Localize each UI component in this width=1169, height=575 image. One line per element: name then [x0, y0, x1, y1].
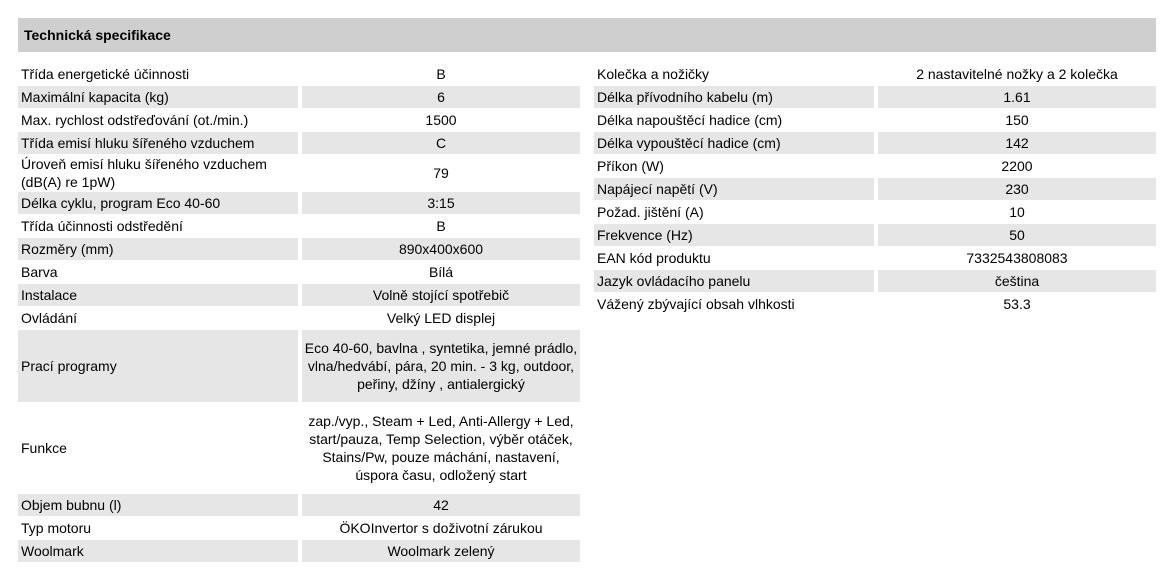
row-label: Požad. jištění (A) — [597, 204, 704, 220]
row-value: 1500 — [425, 112, 457, 128]
spec-header — [18, 18, 1156, 52]
table-row — [18, 494, 580, 516]
row-label: Délka přívodního kabelu (m) — [594, 86, 874, 108]
spec-title: Technická specifikace — [24, 27, 171, 43]
row-value: 53.3 — [1003, 296, 1031, 312]
row-value: 10 — [1009, 204, 1025, 220]
row-label: Funkce — [21, 440, 67, 456]
row-label: Úroveň emisí hluku šířeného vzduchem (dB(A) re 1pW) — [21, 156, 267, 190]
row-value: 1.61 — [878, 86, 1156, 108]
table-row — [18, 517, 580, 539]
row-label: Vážený zbývající obsah vlhkosti — [597, 296, 795, 312]
row-value: B — [436, 218, 446, 234]
row-label: Prací programy — [18, 330, 298, 402]
row-value: 6 — [302, 86, 580, 108]
row-label: Délka vypouštěcí hadice (cm) — [594, 132, 874, 154]
row-value: 142 — [878, 132, 1156, 154]
row-value: 150 — [1005, 112, 1029, 128]
row-value: Eco 40-60, bavlna , syntetika, jemné prádlo, vlna/hedvábí, pára, 20 min. - 3 kg, outdoor, peřiny, džíny , antialergický — [302, 330, 580, 402]
table-row — [18, 86, 580, 108]
row-label: Barva — [21, 264, 58, 280]
table-row — [18, 109, 580, 131]
table-row — [594, 155, 1156, 177]
row-value: 3:15 — [302, 192, 580, 214]
row-value: C — [302, 132, 580, 154]
table-row — [594, 224, 1156, 246]
table-row — [18, 330, 580, 402]
table-row — [594, 293, 1156, 315]
row-value: 50 — [878, 224, 1156, 246]
table-row — [18, 63, 580, 85]
row-label: Jazyk ovládacího panelu — [594, 270, 874, 292]
table-row — [18, 238, 580, 260]
row-value: Velký LED displej — [386, 310, 496, 326]
row-label: Třída účinnosti odstředění — [21, 218, 183, 234]
table-row — [594, 132, 1156, 154]
table-row — [18, 155, 580, 191]
table-row — [18, 132, 580, 154]
row-label: Instalace — [18, 284, 298, 306]
row-label: Max. rychlost odstřeďování (ot./min.) — [21, 112, 249, 128]
row-label: Délka cyklu, program Eco 40-60 — [18, 192, 298, 214]
table-row — [594, 201, 1156, 223]
table-row — [594, 86, 1156, 108]
row-value: 79 — [433, 165, 449, 181]
table-row — [594, 63, 1156, 85]
table-row — [18, 192, 580, 214]
row-label: Kolečka a nožičky — [597, 66, 710, 82]
row-value: 230 — [878, 178, 1156, 200]
row-label: Woolmark — [18, 540, 298, 562]
row-value: B — [436, 66, 446, 82]
row-value: čeština — [878, 270, 1156, 292]
row-value: 2200 — [1001, 158, 1033, 174]
row-value: Volně stojící spotřebič — [302, 284, 580, 306]
table-row — [18, 403, 580, 493]
row-label: Ovládání — [21, 310, 78, 326]
row-label: Délka napouštěcí hadice (cm) — [597, 112, 783, 128]
row-label: Frekvence (Hz) — [594, 224, 874, 246]
row-value: 7332543808083 — [966, 250, 1068, 266]
table-row — [594, 270, 1156, 292]
table-row — [594, 178, 1156, 200]
row-value: 2 nastavitelné nožky a 2 kolečka — [916, 66, 1118, 82]
row-label: Maximální kapacita (kg) — [18, 86, 298, 108]
row-value: 890x400x600 — [302, 238, 580, 260]
row-value: Bílá — [428, 264, 454, 280]
row-value: Woolmark zelený — [302, 540, 580, 562]
table-row — [18, 540, 580, 562]
row-value: zap./vyp., Steam + Led, Anti-Allergy + Led, start/pauza, Temp Selection, výběr otáček, Stains/Pw, pouze máchání, nastavení, úspora času, odložený start — [308, 413, 574, 483]
table-row — [18, 307, 580, 329]
row-label: Rozměry (mm) — [18, 238, 298, 260]
row-value: ÖKOInvertor s doživotní zárukou — [339, 520, 543, 536]
table-row — [18, 215, 580, 237]
table-row — [594, 109, 1156, 131]
row-label: Objem bubnu (l) — [18, 494, 298, 516]
row-label: Příkon (W) — [597, 158, 664, 174]
table-row — [18, 284, 580, 306]
table-row — [18, 261, 580, 283]
spec-table-left — [18, 63, 580, 563]
row-label: Třída emisí hluku šířeného vzduchem — [18, 132, 298, 154]
spec-table-right — [594, 63, 1156, 316]
row-label: Typ motoru — [21, 520, 92, 536]
row-label: Napájecí napětí (V) — [594, 178, 874, 200]
table-row — [594, 247, 1156, 269]
row-label: Třída energetické účinnosti — [21, 66, 190, 82]
row-value: 42 — [302, 494, 580, 516]
row-label: EAN kód produktu — [597, 250, 711, 266]
